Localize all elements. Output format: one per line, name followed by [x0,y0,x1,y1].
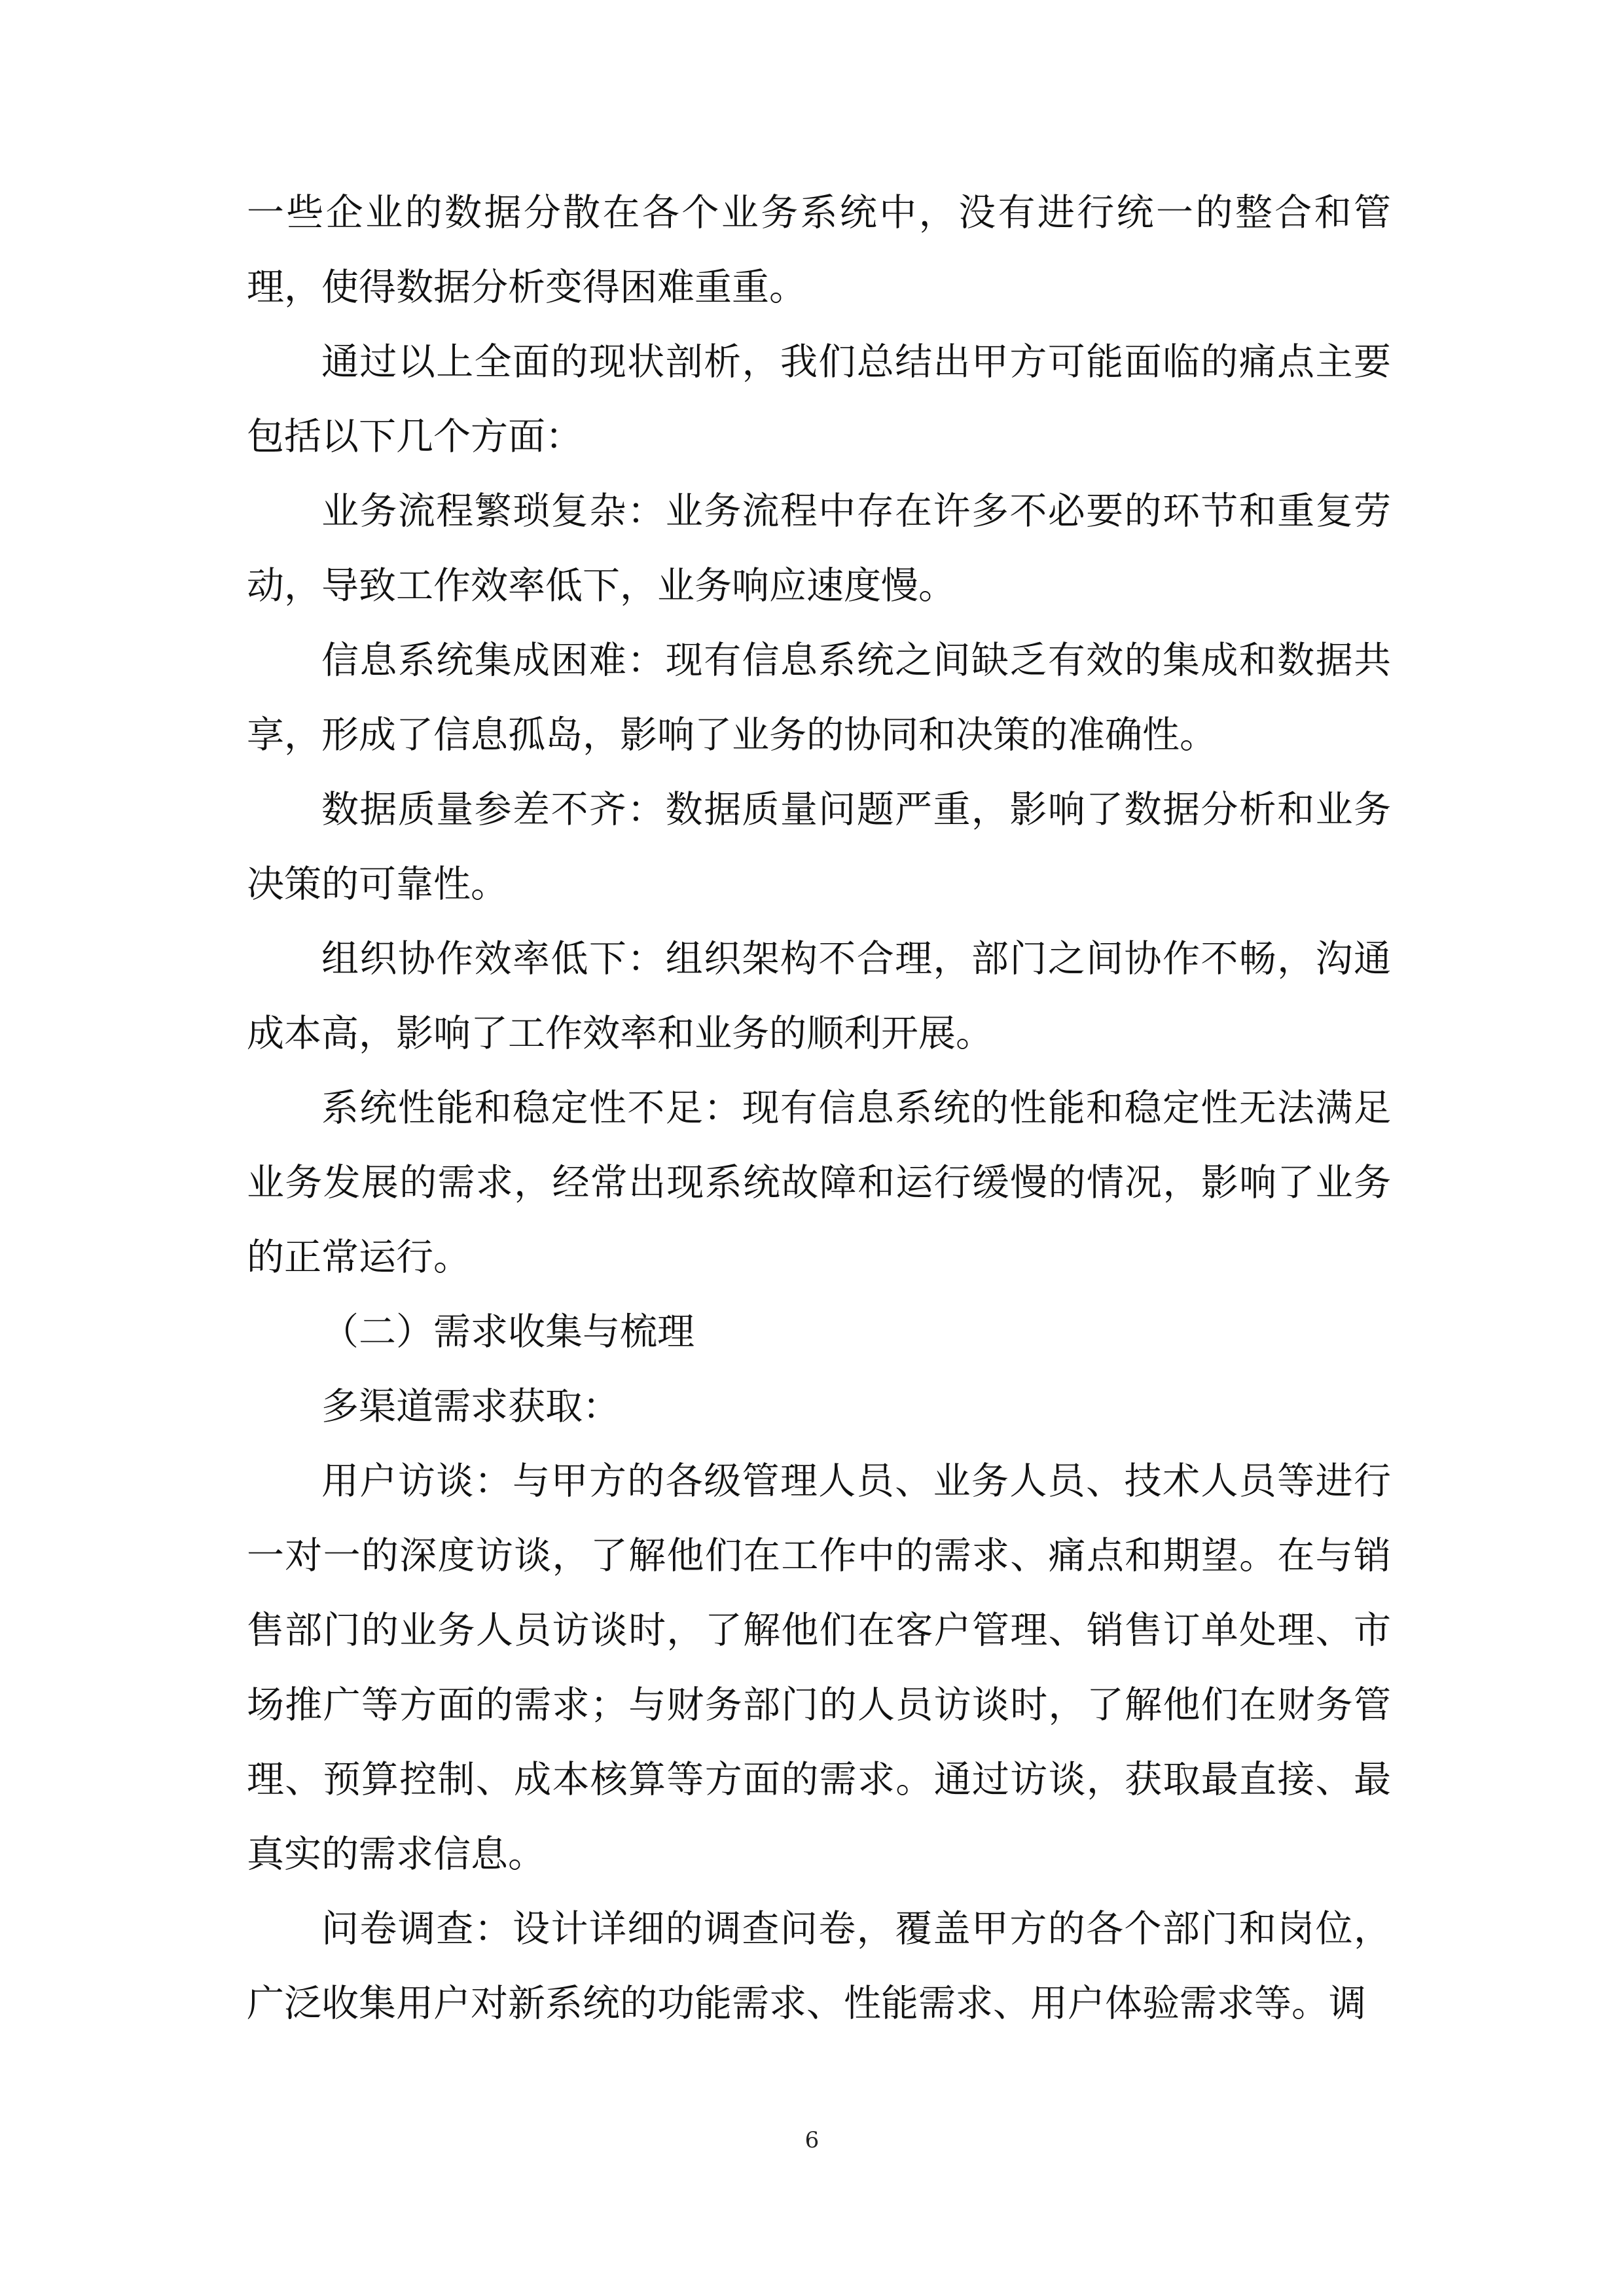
paragraph-data-quality: 数据质量参差不齐：数据质量问题严重，影响了数据分析和业务决策的可靠性。 [247,788,1391,906]
paragraph-integration-difficulty: 信息系统集成困难：现有信息系统之间缺乏有效的集成和数据共享，形成了信息孤岛，影响了业务的协同和决策的准确性。 [247,639,1391,757]
paragraph-multichannel-label: 多渠道需求获取： [321,1385,620,1428]
paragraph-user-interviews: 用户访谈：与甲方的各级管理人员、业务人员、技术人员等进行一对一的深度访谈，了解他们在工作中的需求、痛点和期望。在与销售部门的业务人员访谈时，了解他们在客户管理、销售订单处理、市场推广等方面的需求；与财务部门的人员访谈时，了解他们在财务管理、预算控制、成本核算等方面的需求。通过访谈，获取最直接、最真实的需求信息。 [247,1460,1391,1876]
paragraph-collaboration-efficiency: 组织协作效率低下：组织架构不合理，部门之间协作不畅，沟通成本高，影响了工作效率和业务的顺利开展。 [247,937,1391,1055]
paragraph-pain-points-intro: 通过以上全面的现状剖析，我们总结出甲方可能面临的痛点主要包括以下几个方面： [247,340,1391,458]
paragraph-complex-process: 业务流程繁琐复杂：业务流程中存在许多不必要的环节和重复劳动，导致工作效率低下，业务响应速度慢。 [247,490,1391,607]
paragraph-questionnaire: 问卷调查：设计详细的调查问卷，覆盖甲方的各个部门和岗位，广泛收集用户对新系统的功能需求、性能需求、用户体验需求等。调 [247,1907,1391,2025]
paragraph-system-performance: 系统性能和稳定性不足：现有信息系统的性能和稳定性无法满足业务发展的需求，经常出现系统故障和运行缓慢的情况，影响了业务的正常运行。 [247,1086,1391,1279]
body-text [247,175,1391,2041]
section-heading-requirements: （二）需求收集与梳理 [321,1310,695,1354]
page-number: 6 [804,2127,820,2153]
paragraph-data-scattered: 一些企业的数据分散在各个业务系统中，没有进行统一的整合和管理，使得数据分析变得困难重重。 [247,191,1391,309]
